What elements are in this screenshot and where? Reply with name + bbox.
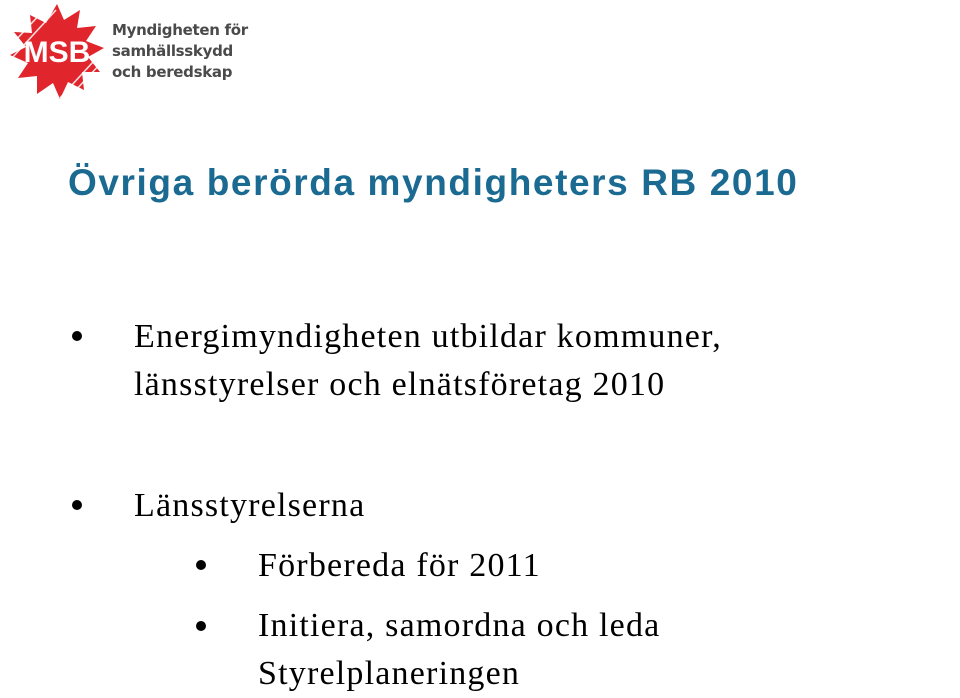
org-name <box>112 20 248 83</box>
bullet-1-line-2: länsstyrelser och elnätsföretag 2010 <box>134 366 666 403</box>
bullet-dot <box>72 331 82 341</box>
org-name-line-2: samhällsskydd <box>112 42 233 60</box>
bullet-2-line-1: Länsstyrelserna <box>134 487 366 524</box>
msb-logo-mark <box>4 2 110 102</box>
bullet-dot <box>72 500 82 510</box>
bullet-1-line-1: Energimyndigheten utbildar kommuner, <box>134 318 722 355</box>
subbullet-2-line-2: Styrelplaneringen <box>258 655 521 692</box>
subbullet-1-line-1: Förbereda för 2011 <box>258 547 541 584</box>
msb-logo <box>4 2 248 102</box>
slide-title: Övriga berörda myndigheters RB 2010 <box>68 162 799 203</box>
subbullet-dot <box>196 621 206 631</box>
subbullet-2-line-1: Initiera, samordna och leda <box>258 607 661 644</box>
subbullet-dot <box>196 560 206 570</box>
org-name-line-1: Myndigheten för <box>112 21 248 39</box>
msb-mark-text: MSB <box>23 36 91 69</box>
org-name-line-3: och beredskap <box>112 63 233 81</box>
